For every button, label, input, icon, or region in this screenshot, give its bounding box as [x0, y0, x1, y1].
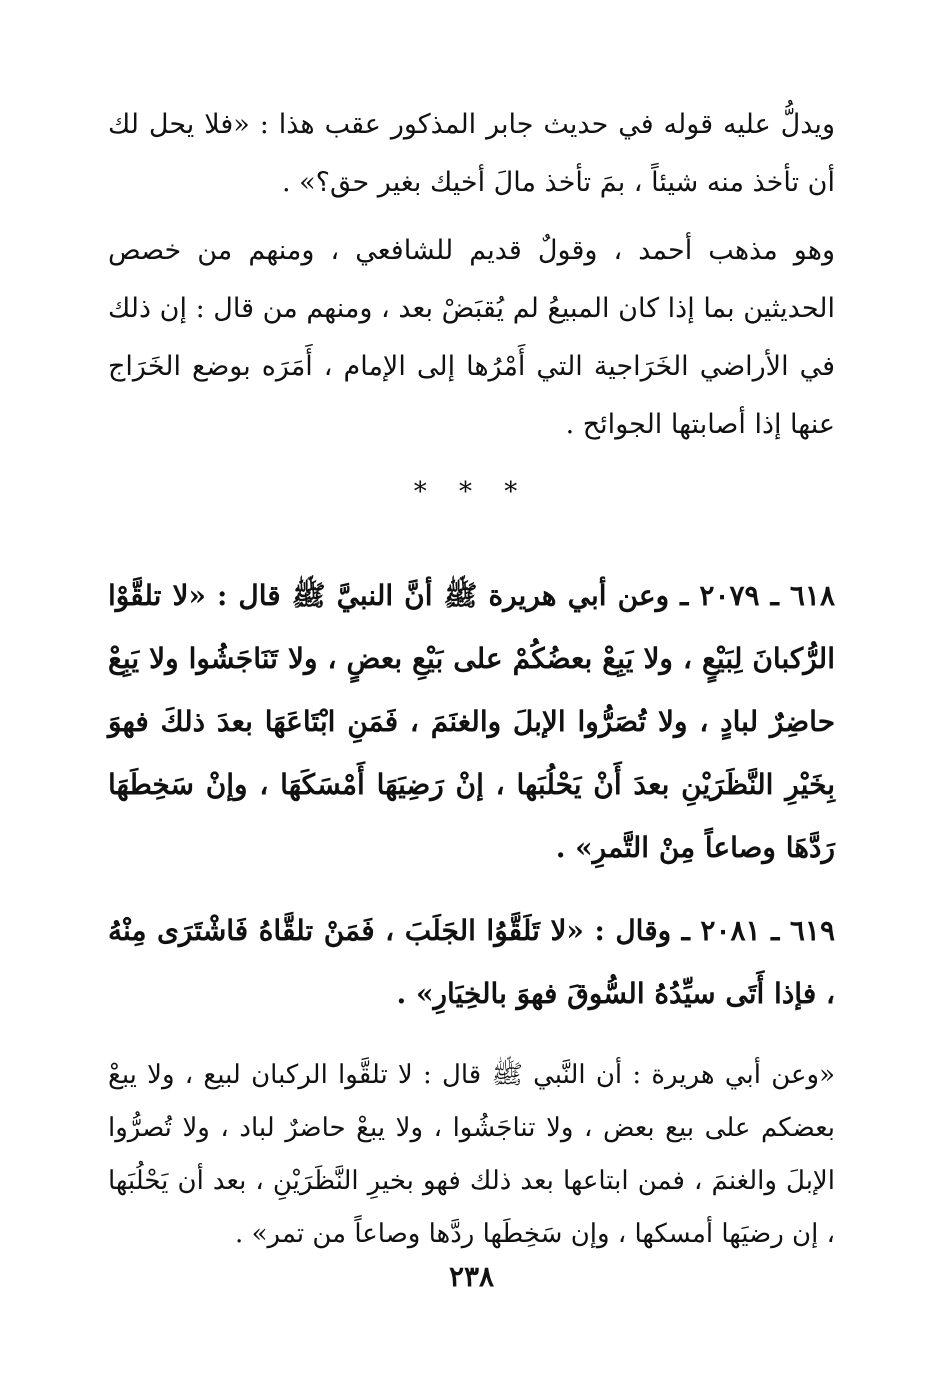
section-separator: * * *	[413, 477, 530, 507]
hadith-618: ٦١٨ ـ ٢٠٧٩ ـ وعن أبي هريرة ﷺ أنَّ النبيَّ ﷺ قال : «لا تلقَّوْا الرُّكبانَ لِبَيْعٍ ، ولا يَبِعْ بعضُكُمْ على بَيْعِ بعضٍ ، ولا تَنَاجَشُوا ولا يَبِعْ حاضِرٌ لبادٍ ، ولا تُصَرُّوا الإبلَ والغنَمَ ، فَمَنِ ابْتَاعَهَا بعدَ ذلكَ فهوَ بِخَيْرِ النَّظَرَيْنِ بعدَ أَنْ يَحْلُبَها ، إنْ رَضِيَهَا أَمْسَكَهَا ، وإنْ سَخِطَهَا رَدَّهَا وصاعاً مِنْ التَّمرِ» .	[108, 579, 835, 864]
commentary-paragraph-2: وهو مذهب أحمد ، وقولٌ قديم للشافعي ، ومنهم من خصص الحديثين بما إذا كان المبيعُ لم يُقبَضْ بعد ، ومنهم من قال : إن ذلك في الأراضي الخَرَاجية التي أَمْرُها إلى الإمام ، أَمَرَه بوضع الخَرَاج عنها إذا أصابتها الجوائح .	[108, 235, 835, 440]
hadith-quote-text: «وعن أبي هريرة : أن النَّبي ﷺ قال : لا تلقَّوا الركبان لبيع ، ولا يبعْ بعضكم على بيع بعض ، ولا تناجَشُوا ، ولا يبعْ حاضرٌ لباد ، ولا تُصرُّوا الإبلَ والغنمَ ، فمن ابتاعها بعد ذلك فهو بخيرِ النَّظَرَيْنِ ، بعد أن يَحْلُبَها ، إن رضيَها أمسكها ، وإن سَخِطَها ردَّها وصاعاً من تمر» .	[108, 1060, 835, 1249]
commentary-paragraph-1: ويدلُّ عليه قوله في حديث جابر المذكور عقب هذا : «فلا يحل لك أن تأخذ منه شيئاً ، بمَ تأخذ مالَ أخيك بغير حق؟» .	[108, 109, 835, 198]
page-body	[108, 96, 835, 1261]
hadith-619: ٦١٩ ـ ٢٠٨١ ـ وقال : «لا تَلَقَّوُا الجَلَبَ ، فَمَنْ تلقَّاهُ فَاشْتَرَى مِنْهُ ، فإذا أَتَى سيِّدُهُ السُّوقَ فهوَ بالخِيَارِ» .	[108, 914, 835, 1010]
page-number: ٢٣٨	[448, 1260, 495, 1293]
